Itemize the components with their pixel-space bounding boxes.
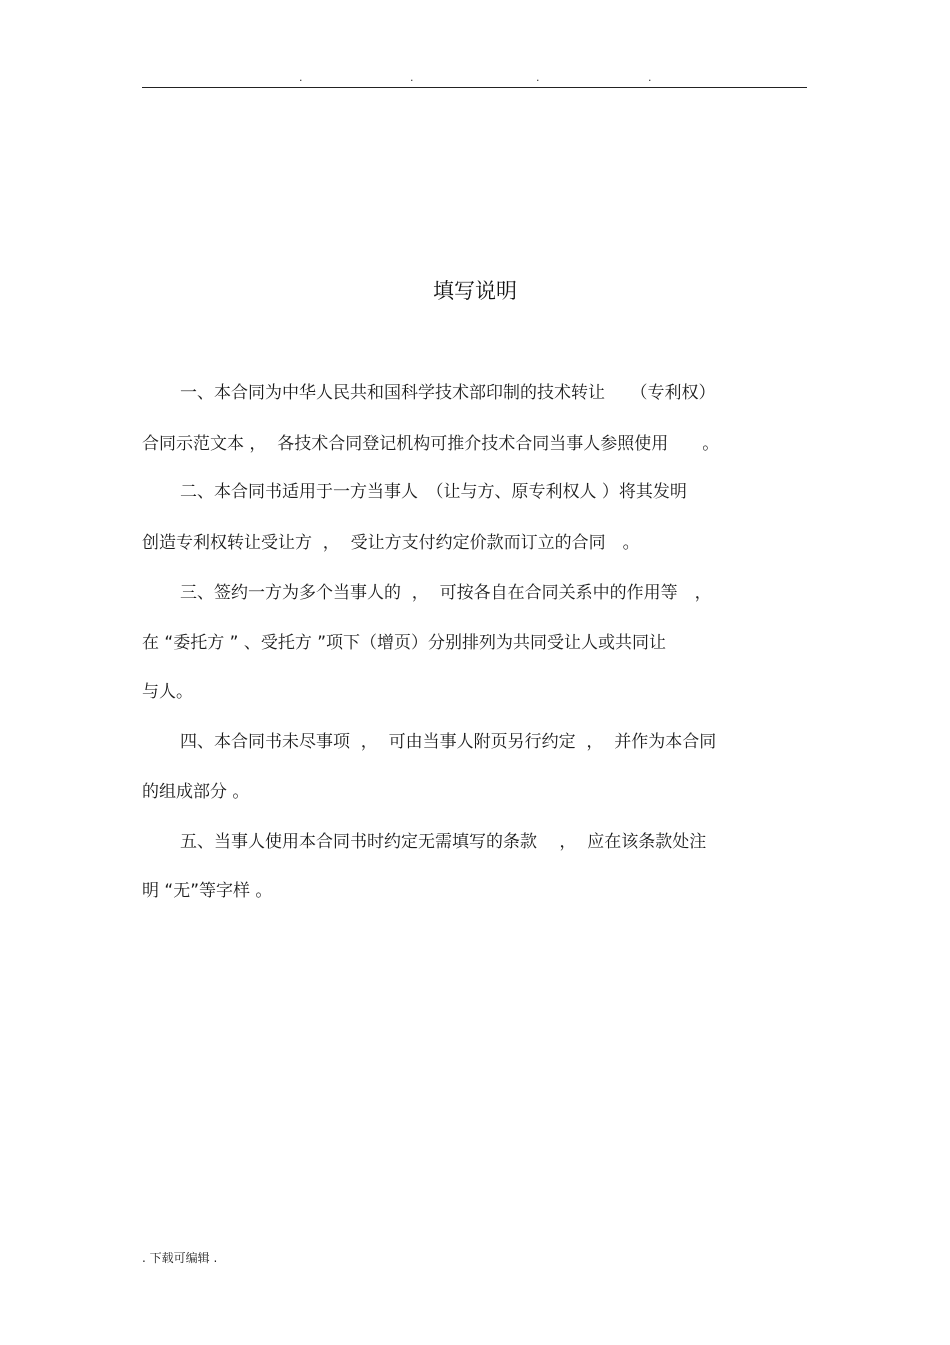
paragraph-1-line-2: 合同示范文本 ， 各技术合同登记机构可推介技术合同当事人参照使用 。 bbox=[142, 434, 720, 454]
page-title: 填写说明 bbox=[433, 279, 517, 303]
paragraph-3-line-1: 三、签约一方为多个当事人的 ， 可按各自在合同关系中的作用等 ， bbox=[180, 583, 712, 603]
header-dot: . bbox=[536, 71, 540, 84]
header-dot: . bbox=[410, 71, 414, 84]
paragraph-5-line-1: 五、当事人使用本合同书时约定无需填写的条款 ， 应在该条款处注 bbox=[180, 832, 707, 852]
header-rule bbox=[142, 87, 807, 88]
paragraph-3-line-3: 与人。 bbox=[142, 682, 193, 702]
paragraph-2-line-1: 二、本合同书适用于一方当事人 （让与方、原专利权人 ）将其发明 bbox=[180, 482, 687, 502]
paragraph-2-line-2: 创造专利权转让受让方 ， 受让方支付约定价款而订立的合同 。 bbox=[142, 533, 640, 553]
footer-note: . 下载可编辑 . bbox=[142, 1251, 218, 1265]
paragraph-5-line-2: 明 “无”等字样 。 bbox=[142, 881, 273, 901]
paragraph-4-line-1: 四、本合同书未尽事项 ， 可由当事人附页另行约定 ， 并作为本合同 bbox=[180, 732, 717, 752]
paragraph-1-line-1: 一、本合同为中华人民共和国科学技术部印制的技术转让 （专利权） bbox=[180, 383, 716, 403]
header-dot: . bbox=[299, 71, 303, 84]
paragraph-4-line-2: 的组成部分 。 bbox=[142, 782, 250, 802]
paragraph-3-line-2: 在 “委托方 ” 、受托方 ”项下（增页）分别排列为共同受让人或共同让 bbox=[142, 633, 667, 653]
header-dot: . bbox=[648, 71, 652, 84]
